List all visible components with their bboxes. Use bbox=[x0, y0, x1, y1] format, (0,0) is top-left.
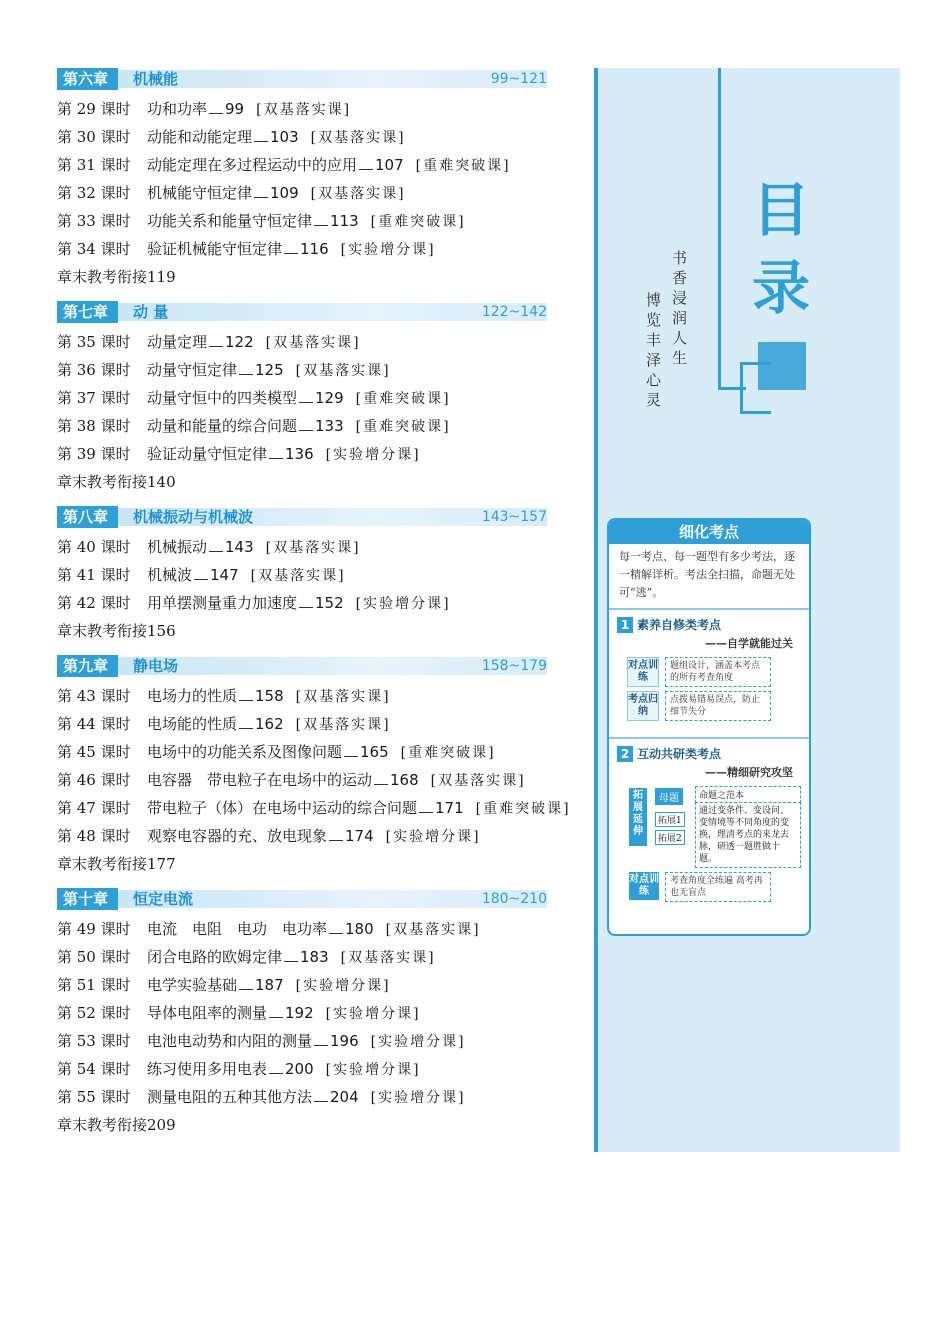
lesson-page: 196 bbox=[330, 1032, 359, 1050]
extension-desc: 通过变条件、变设问、变情境等不同角度的变换，理清考点的来龙去脉，研透一题胜做十题。 bbox=[695, 802, 801, 868]
lesson-number: 第 48 课时 bbox=[57, 827, 131, 845]
leader-line bbox=[359, 157, 373, 170]
section-1 bbox=[609, 610, 809, 731]
lesson-tag: [双基落实课] bbox=[295, 689, 391, 705]
lesson-name: 验证动量守恒定律 bbox=[147, 445, 268, 463]
lesson-number: 第 37 课时 bbox=[57, 389, 131, 407]
chapter-label: 第八章 bbox=[57, 506, 118, 528]
chapter-header bbox=[57, 655, 577, 677]
lesson-entry[interactable] bbox=[57, 944, 577, 972]
chapter-end-name: 章末教考衔接 bbox=[57, 1116, 148, 1134]
lesson-name: 机械能守恒定律 bbox=[147, 184, 253, 202]
lesson-name: 功和功率 bbox=[147, 100, 208, 118]
lesson-page: 174 bbox=[345, 827, 374, 845]
lesson-name: 练习使用多用电表 bbox=[147, 1060, 268, 1078]
card-intro: 每一考点、每一题型有多少考法，逐一精解详析。考法全扫描，命题无处可“逃”。 bbox=[609, 544, 809, 610]
leader-line bbox=[299, 390, 313, 403]
page-title-char-1: 目 bbox=[752, 176, 811, 244]
lesson-page: 165 bbox=[360, 743, 389, 761]
lesson-page: 147 bbox=[210, 566, 239, 584]
leader-line bbox=[284, 241, 298, 254]
leader-line bbox=[299, 418, 313, 431]
lesson-tag: [双基落实课] bbox=[310, 186, 406, 202]
leader-line bbox=[314, 1089, 328, 1102]
leader-line bbox=[209, 539, 223, 552]
section-1-title-text: 素养自修类考点 bbox=[637, 618, 722, 632]
chapter-page-range: 180~210 bbox=[481, 891, 547, 907]
lesson-name: 电学实验基础 bbox=[147, 976, 238, 994]
chapter-title: 动 量 bbox=[133, 303, 169, 321]
lesson-number: 第 32 课时 bbox=[57, 184, 131, 202]
section-2-number: 2 bbox=[617, 746, 633, 762]
table-of-contents bbox=[57, 68, 577, 1149]
lesson-tag: [实验增分课] bbox=[325, 1006, 421, 1022]
feature-row bbox=[629, 872, 801, 902]
leader-line bbox=[329, 828, 343, 841]
extension-tag: 拓展延伸 bbox=[629, 788, 647, 846]
lesson-page: 204 bbox=[330, 1088, 359, 1106]
chapter-end-entry[interactable] bbox=[57, 469, 577, 496]
feature-card bbox=[607, 518, 811, 936]
lesson-page: 122 bbox=[225, 333, 254, 351]
lesson-entry[interactable] bbox=[57, 562, 577, 590]
lesson-name: 动量和能量的综合问题 bbox=[147, 417, 298, 435]
lesson-entry[interactable] bbox=[57, 152, 577, 180]
lesson-page: 125 bbox=[255, 361, 284, 379]
lesson-tag: [实验增分课] bbox=[370, 1090, 466, 1106]
chapter-header bbox=[57, 888, 577, 910]
lesson-entry[interactable] bbox=[57, 180, 577, 208]
chapter-title: 机械能 bbox=[133, 70, 179, 88]
chapter-end-page: 177 bbox=[147, 855, 176, 873]
feature-desc: 题组设计，涵盖本考点的所有考查角度 bbox=[665, 657, 771, 687]
feature-row bbox=[627, 691, 801, 721]
leader-line bbox=[314, 1033, 328, 1046]
chapter-page-range: 143~157 bbox=[481, 509, 547, 525]
lesson-tag: [重难突破课] bbox=[415, 158, 511, 174]
lesson-name: 机械振动 bbox=[147, 538, 208, 556]
lesson-page: 162 bbox=[255, 715, 284, 733]
lesson-name: 观察电容器的充、放电现象 bbox=[147, 827, 328, 845]
lesson-name: 动量定理 bbox=[147, 333, 208, 351]
lesson-tag: [重难突破课] bbox=[370, 214, 466, 230]
lesson-page: 109 bbox=[270, 184, 299, 202]
lesson-name: 测量电阻的五种其他方法 bbox=[147, 1088, 313, 1106]
chapter-end-name: 章末教考衔接 bbox=[57, 622, 148, 640]
lesson-name: 电场能的性质 bbox=[147, 715, 238, 733]
lesson-entry[interactable] bbox=[57, 1000, 577, 1028]
lesson-page: 143 bbox=[225, 538, 254, 556]
lesson-number: 第 49 课时 bbox=[57, 920, 131, 938]
lesson-tag: [实验增分课] bbox=[385, 829, 481, 845]
lesson-tag: [实验增分课] bbox=[340, 242, 436, 258]
lesson-page: 116 bbox=[300, 240, 329, 258]
lesson-page: 113 bbox=[330, 212, 359, 230]
lesson-number: 第 45 课时 bbox=[57, 743, 131, 761]
leader-line bbox=[239, 688, 253, 701]
lesson-page: 180 bbox=[345, 920, 374, 938]
lesson-entry[interactable] bbox=[57, 357, 577, 385]
lesson-name: 电容器 带电粒子在电场中的运动 bbox=[147, 771, 373, 789]
lesson-name: 动量守恒定律 bbox=[147, 361, 238, 379]
lesson-number: 第 51 课时 bbox=[57, 976, 131, 994]
lesson-entry[interactable] bbox=[57, 823, 577, 851]
chapter-label: 第十章 bbox=[57, 888, 118, 910]
chapter-label: 第七章 bbox=[57, 301, 118, 323]
lesson-page: 129 bbox=[315, 389, 344, 407]
leader-line bbox=[314, 213, 328, 226]
lesson-tag: [重难突破课] bbox=[400, 745, 496, 761]
chapter-end-name: 章末教考衔接 bbox=[57, 473, 148, 491]
chapter-end-entry[interactable] bbox=[57, 851, 577, 878]
motto-line-2: 博览丰泽心灵 bbox=[646, 291, 662, 409]
lesson-entry[interactable] bbox=[57, 124, 577, 152]
extension-1-badge: 拓展1 bbox=[655, 812, 685, 827]
lesson-number: 第 55 课时 bbox=[57, 1088, 131, 1106]
leader-line bbox=[269, 1005, 283, 1018]
lesson-name: 带电粒子（体）在电场中运动的综合问题 bbox=[147, 799, 418, 817]
lesson-page: 158 bbox=[255, 687, 284, 705]
lesson-entry[interactable] bbox=[57, 96, 577, 124]
chapter-end-entry[interactable] bbox=[57, 264, 577, 291]
chapter-end-page: 156 bbox=[147, 622, 176, 640]
lesson-name: 电流 电阻 电功 电功率 bbox=[147, 920, 328, 938]
leader-line bbox=[269, 446, 283, 459]
lesson-page: 99 bbox=[225, 100, 245, 118]
chapter-page-range: 122~142 bbox=[481, 304, 547, 320]
lesson-tag: [实验增分课] bbox=[355, 596, 451, 612]
section-1-title bbox=[617, 616, 801, 633]
leader-line bbox=[299, 595, 313, 608]
chapter-header bbox=[57, 301, 577, 323]
lesson-name: 电场中的功能关系及图像问题 bbox=[147, 743, 343, 761]
page-title-char-2: 录 bbox=[752, 254, 811, 322]
chapter-title: 机械振动与机械波 bbox=[133, 508, 254, 526]
lesson-number: 第 50 课时 bbox=[57, 948, 131, 966]
leader-line bbox=[419, 800, 433, 813]
lesson-name: 导体电阻率的测量 bbox=[147, 1004, 268, 1022]
lesson-tag: [实验增分课] bbox=[370, 1034, 466, 1050]
section-2 bbox=[609, 739, 809, 908]
leader-line bbox=[209, 334, 223, 347]
lesson-entry[interactable] bbox=[57, 441, 577, 469]
chapter-end-name: 章末教考衔接 bbox=[57, 855, 148, 873]
lesson-tag: [双基落实课] bbox=[310, 130, 406, 146]
lesson-entry[interactable] bbox=[57, 683, 577, 711]
feature-row bbox=[627, 657, 801, 687]
lesson-number: 第 44 课时 bbox=[57, 715, 131, 733]
lesson-number: 第 38 课时 bbox=[57, 417, 131, 435]
lesson-name: 验证机械能守恒定律 bbox=[147, 240, 283, 258]
lesson-number: 第 41 课时 bbox=[57, 566, 131, 584]
chapter-end-page: 140 bbox=[147, 473, 176, 491]
lesson-page: 187 bbox=[255, 976, 284, 994]
lesson-tag: [双基落实课] bbox=[256, 102, 352, 118]
lesson-number: 第 29 课时 bbox=[57, 100, 131, 118]
lesson-entry[interactable] bbox=[57, 739, 577, 767]
extension-diagram bbox=[621, 786, 801, 864]
lesson-page: 152 bbox=[315, 594, 344, 612]
chapter-end-name: 章末教考衔接 bbox=[57, 268, 148, 286]
lesson-entry[interactable] bbox=[57, 795, 577, 823]
section-2-title-text: 互动共研类考点 bbox=[637, 747, 722, 761]
lesson-entry[interactable] bbox=[57, 1084, 577, 1112]
lesson-number: 第 52 课时 bbox=[57, 1004, 131, 1022]
leader-line bbox=[284, 949, 298, 962]
section-1-subtitle: ——自学就能过关 bbox=[705, 637, 793, 650]
lesson-tag: [双基落实课] bbox=[295, 717, 391, 733]
chapter-header bbox=[57, 68, 577, 90]
leader-line bbox=[254, 185, 268, 198]
lesson-number: 第 36 课时 bbox=[57, 361, 131, 379]
card-heading: 细化考点 bbox=[609, 520, 809, 544]
leader-line bbox=[239, 977, 253, 990]
lesson-number: 第 31 课时 bbox=[57, 156, 131, 174]
lesson-page: 200 bbox=[285, 1060, 314, 1078]
lesson-tag: [重难突破课] bbox=[355, 419, 451, 435]
lesson-tag: [双基落实课] bbox=[265, 335, 361, 351]
lesson-page: 103 bbox=[270, 128, 299, 146]
lesson-tag: [重难突破课] bbox=[475, 801, 571, 817]
lesson-number: 第 40 课时 bbox=[57, 538, 131, 556]
lesson-number: 第 35 课时 bbox=[57, 333, 131, 351]
lesson-tag: [双基落实课] bbox=[430, 773, 526, 789]
lesson-tag: [实验增分课] bbox=[325, 1062, 421, 1078]
lesson-page: 107 bbox=[375, 156, 404, 174]
lesson-name: 机械波 bbox=[147, 566, 193, 584]
chapter-end-entry[interactable] bbox=[57, 1112, 577, 1139]
badge: 对点训练 bbox=[627, 657, 659, 687]
chapter-title: 恒定电流 bbox=[133, 890, 194, 908]
lesson-number: 第 53 课时 bbox=[57, 1032, 131, 1050]
lesson-name: 动能和动能定理 bbox=[147, 128, 253, 146]
lesson-tag: [实验增分课] bbox=[325, 447, 421, 463]
lesson-number: 第 42 课时 bbox=[57, 594, 131, 612]
leader-line bbox=[254, 129, 268, 142]
lesson-name: 电池电动势和内阻的测量 bbox=[147, 1032, 313, 1050]
lesson-tag: [双基落实课] bbox=[265, 540, 361, 556]
lesson-entry[interactable] bbox=[57, 208, 577, 236]
lesson-page: 183 bbox=[300, 948, 329, 966]
leader-line bbox=[329, 921, 343, 934]
lesson-number: 第 39 课时 bbox=[57, 445, 131, 463]
lesson-number: 第 33 课时 bbox=[57, 212, 131, 230]
feature-desc: 考查角度全练遍 高考再也无盲点 bbox=[665, 872, 771, 902]
chapter-label: 第六章 bbox=[57, 68, 118, 90]
section-2-title bbox=[617, 745, 801, 762]
lesson-entry[interactable] bbox=[57, 236, 577, 264]
chapter-end-entry[interactable] bbox=[57, 618, 577, 645]
lesson-entry[interactable] bbox=[57, 329, 577, 357]
bracket-decoration bbox=[718, 68, 721, 390]
leader-line bbox=[194, 567, 208, 580]
lesson-entry[interactable] bbox=[57, 711, 577, 739]
lesson-entry[interactable] bbox=[57, 916, 577, 944]
leader-line bbox=[209, 101, 223, 114]
lesson-entry[interactable] bbox=[57, 972, 577, 1000]
lesson-number: 第 43 课时 bbox=[57, 687, 131, 705]
leader-line bbox=[374, 772, 388, 785]
square-outline-decoration bbox=[740, 362, 771, 414]
leader-line bbox=[239, 362, 253, 375]
lesson-tag: [双基落实课] bbox=[340, 950, 436, 966]
lesson-page: 171 bbox=[435, 799, 464, 817]
lesson-entry[interactable] bbox=[57, 1028, 577, 1056]
chapter-page-range: 158~179 bbox=[481, 658, 547, 674]
lesson-entry[interactable] bbox=[57, 534, 577, 562]
lesson-tag: [双基落实课] bbox=[385, 922, 481, 938]
chapter-end-page: 209 bbox=[147, 1116, 176, 1134]
chapter-label: 第九章 bbox=[57, 655, 118, 677]
chapter-band bbox=[117, 70, 547, 88]
lesson-entry[interactable] bbox=[57, 767, 577, 795]
chapter-title: 静电场 bbox=[133, 657, 179, 675]
lesson-tag: [实验增分课] bbox=[295, 978, 391, 994]
chapter-page-range: 99~121 bbox=[490, 71, 547, 87]
lesson-tag: [重难突破课] bbox=[355, 391, 451, 407]
lesson-name: 用单摆测量重力加速度 bbox=[147, 594, 298, 612]
extension-2-badge: 拓展2 bbox=[655, 830, 685, 845]
chapter-end-page: 119 bbox=[147, 268, 176, 286]
leader-line bbox=[239, 716, 253, 729]
lesson-page: 136 bbox=[285, 445, 314, 463]
lesson-page: 133 bbox=[315, 417, 344, 435]
lesson-name: 电场力的性质 bbox=[147, 687, 238, 705]
leader-line bbox=[344, 744, 358, 757]
lesson-entry[interactable] bbox=[57, 413, 577, 441]
lesson-number: 第 34 课时 bbox=[57, 240, 131, 258]
badge: 对点训练 bbox=[629, 872, 659, 900]
lesson-entry[interactable] bbox=[57, 385, 577, 413]
chapter-header bbox=[57, 506, 577, 528]
mother-problem-badge: 母题 bbox=[655, 788, 683, 805]
motto-line-1: 书香浸润人生 bbox=[672, 249, 688, 367]
lesson-entry[interactable] bbox=[57, 590, 577, 618]
lesson-name: 动能定理在多过程运动中的应用 bbox=[147, 156, 358, 174]
lesson-name: 功能关系和能量守恒定律 bbox=[147, 212, 313, 230]
section-1-number: 1 bbox=[617, 617, 633, 633]
lesson-number: 第 47 课时 bbox=[57, 799, 131, 817]
lesson-tag: [双基落实课] bbox=[295, 363, 391, 379]
section-2-subtitle: ——精细研究攻坚 bbox=[705, 766, 793, 779]
lesson-tag: [双基落实课] bbox=[250, 568, 346, 584]
lesson-page: 192 bbox=[285, 1004, 314, 1022]
lesson-entry[interactable] bbox=[57, 1056, 577, 1084]
lesson-number: 第 54 课时 bbox=[57, 1060, 131, 1078]
lesson-number: 第 30 课时 bbox=[57, 128, 131, 146]
side-divider bbox=[594, 68, 598, 1152]
lesson-name: 动量守恒中的四类模型 bbox=[147, 389, 298, 407]
mother-problem-desc: 命题之范本 bbox=[695, 786, 801, 803]
badge: 考点归纳 bbox=[627, 691, 659, 721]
lesson-name: 闭合电路的欧姆定律 bbox=[147, 948, 283, 966]
feature-desc: 点拨易错易误点，防止细节失分 bbox=[665, 691, 771, 721]
leader-line bbox=[269, 1061, 283, 1074]
lesson-number: 第 46 课时 bbox=[57, 771, 131, 789]
lesson-page: 168 bbox=[390, 771, 419, 789]
